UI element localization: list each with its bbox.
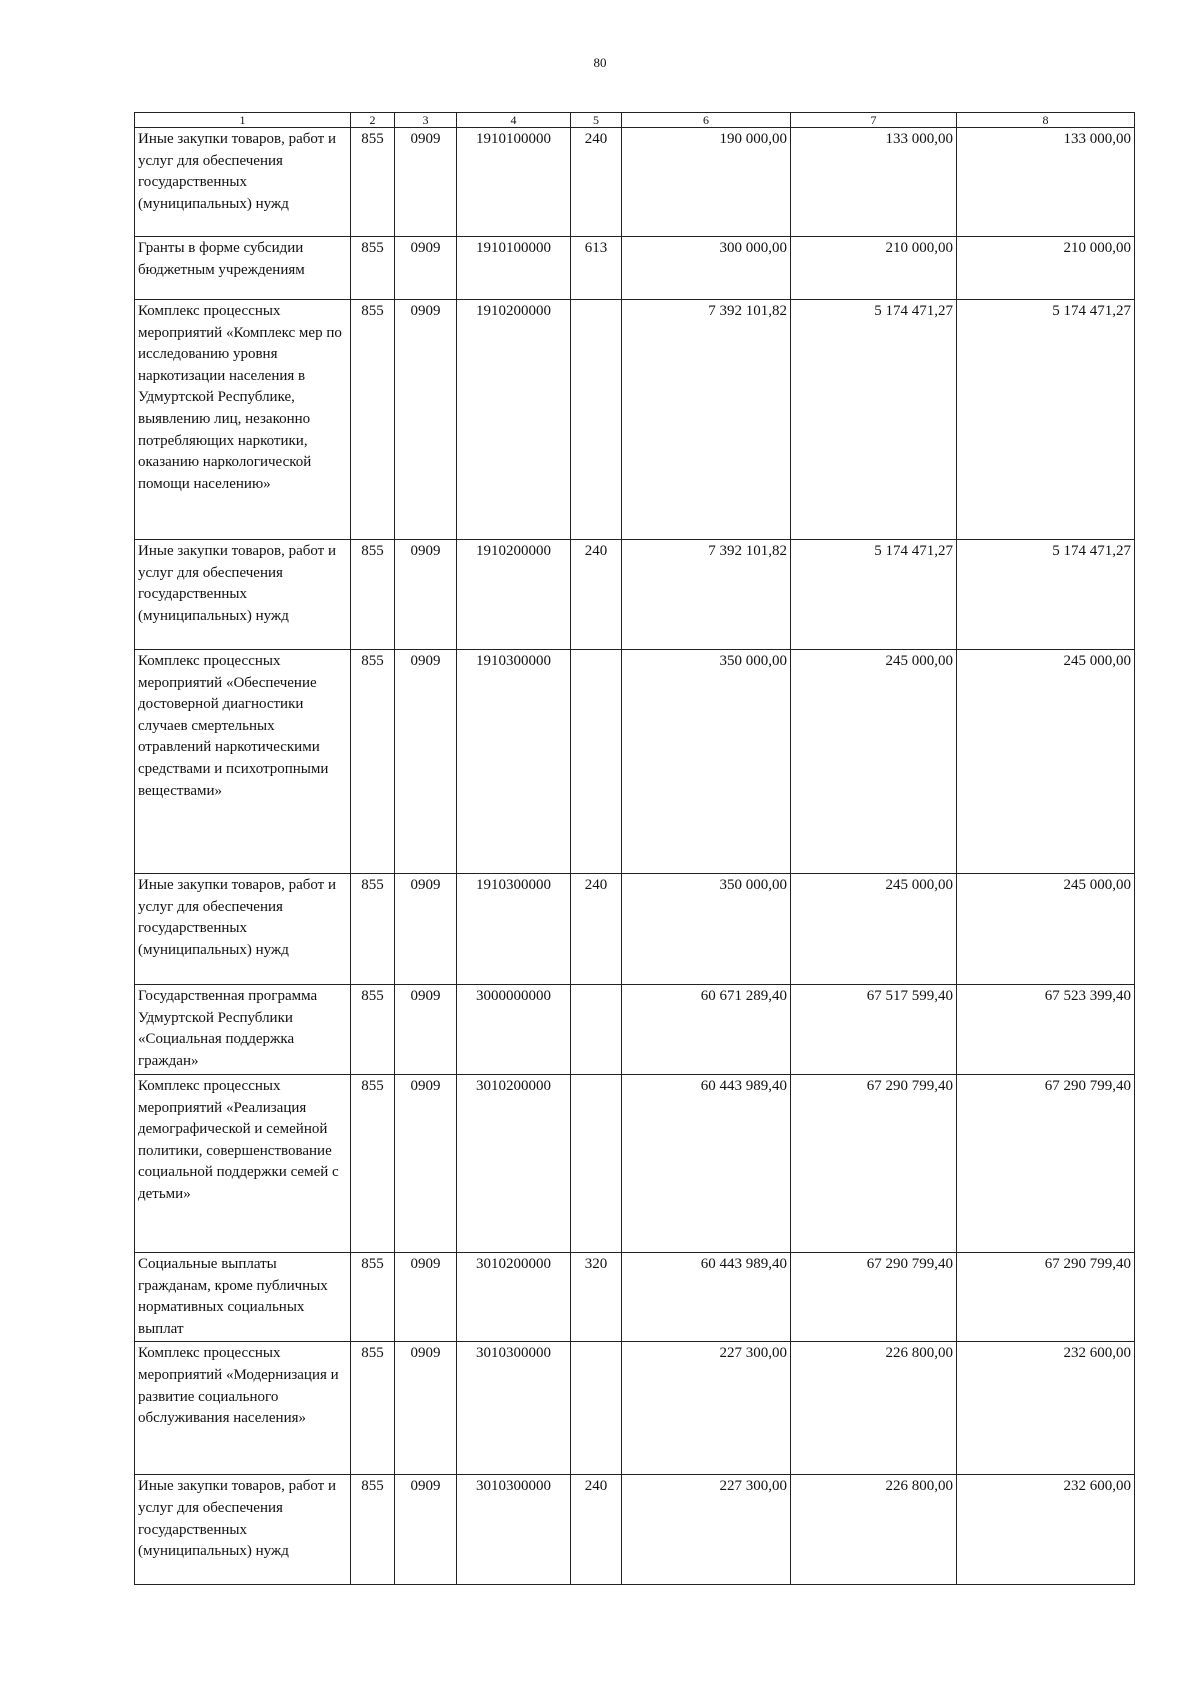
row-ministry-code: 855 [351, 874, 395, 985]
row-ministry-code: 855 [351, 650, 395, 874]
row-amount-2: 5 174 471,27 [791, 300, 957, 540]
row-name: Иные закупки товаров, работ и услуг для обеспечения государственных (муниципальных) нужд [135, 1475, 351, 1585]
row-amount-3: 232 600,00 [957, 1342, 1135, 1475]
page-number: 80 [593, 55, 607, 70]
row-expense-type: 240 [571, 540, 622, 650]
row-expense-type: 240 [571, 128, 622, 237]
row-target-code: 1910300000 [457, 874, 571, 985]
row-section-code: 0909 [395, 1342, 457, 1475]
row-amount-3: 232 600,00 [957, 1475, 1135, 1585]
row-amount-2: 133 000,00 [791, 128, 957, 237]
col-header-2: 2 [351, 113, 395, 128]
col-header-4: 4 [457, 113, 571, 128]
row-name: Гранты в форме субсидии бюджетным учреждениям [135, 237, 351, 300]
row-target-code: 1910100000 [457, 128, 571, 237]
col-header-3: 3 [395, 113, 457, 128]
col-header-8: 8 [957, 113, 1135, 128]
row-amount-3: 245 000,00 [957, 650, 1135, 874]
table-row [135, 128, 1135, 237]
row-amount-1: 7 392 101,82 [622, 540, 791, 650]
row-ministry-code: 855 [351, 237, 395, 300]
row-amount-1: 60 671 289,40 [622, 985, 791, 1075]
row-target-code: 1910100000 [457, 237, 571, 300]
row-target-code: 1910200000 [457, 540, 571, 650]
row-amount-2: 67 290 799,40 [791, 1075, 957, 1253]
table-row [135, 1253, 1135, 1342]
row-expense-type: 240 [571, 874, 622, 985]
row-name: Социальные выплаты гражданам, кроме публичных нормативных социальных выплат [135, 1253, 351, 1342]
row-amount-2: 210 000,00 [791, 237, 957, 300]
row-amount-2: 67 517 599,40 [791, 985, 957, 1075]
row-amount-3: 67 290 799,40 [957, 1253, 1135, 1342]
table-row [135, 985, 1135, 1075]
row-expense-type: 240 [571, 1475, 622, 1585]
row-amount-1: 300 000,00 [622, 237, 791, 300]
row-target-code: 1910300000 [457, 650, 571, 874]
row-name: Иные закупки товаров, работ и услуг для обеспечения государственных (муниципальных) нужд [135, 874, 351, 985]
row-ministry-code: 855 [351, 128, 395, 237]
row-amount-2: 5 174 471,27 [791, 540, 957, 650]
row-amount-3: 67 290 799,40 [957, 1075, 1135, 1253]
row-amount-2: 226 800,00 [791, 1342, 957, 1475]
table-row [135, 1475, 1135, 1585]
row-section-code: 0909 [395, 985, 457, 1075]
table-row [135, 650, 1135, 874]
row-ministry-code: 855 [351, 1253, 395, 1342]
row-expense-type [571, 985, 622, 1075]
table-row [135, 237, 1135, 300]
header-row [135, 113, 1135, 128]
budget-table [134, 112, 1135, 1585]
row-amount-3: 67 523 399,40 [957, 985, 1135, 1075]
col-header-7: 7 [791, 113, 957, 128]
row-amount-1: 350 000,00 [622, 874, 791, 985]
row-amount-2: 245 000,00 [791, 874, 957, 985]
col-header-6: 6 [622, 113, 791, 128]
row-amount-3: 210 000,00 [957, 237, 1135, 300]
row-ministry-code: 855 [351, 1342, 395, 1475]
row-ministry-code: 855 [351, 1475, 395, 1585]
table-row [135, 540, 1135, 650]
row-ministry-code: 855 [351, 1075, 395, 1253]
row-target-code: 1910200000 [457, 300, 571, 540]
row-ministry-code: 855 [351, 540, 395, 650]
table-row [135, 1342, 1135, 1475]
row-section-code: 0909 [395, 237, 457, 300]
col-header-5: 5 [571, 113, 622, 128]
row-name: Комплекс процессных мероприятий «Модернизация и развитие социального обслуживания населения» [135, 1342, 351, 1475]
row-section-code: 0909 [395, 1075, 457, 1253]
row-name: Комплекс процессных мероприятий «Комплекс мер по исследованию уровня наркотизации населения в Удмуртской Республике, выявлению лиц, незаконно потребляющих наркотики, оказанию наркологической помощи населению» [135, 300, 351, 540]
row-ministry-code: 855 [351, 985, 395, 1075]
row-amount-3: 5 174 471,27 [957, 300, 1135, 540]
row-amount-2: 67 290 799,40 [791, 1253, 957, 1342]
row-section-code: 0909 [395, 540, 457, 650]
row-section-code: 0909 [395, 128, 457, 237]
row-expense-type: 320 [571, 1253, 622, 1342]
row-name: Комплекс процессных мероприятий «Реализация демографической и семейной политики, совершенствование социальной поддержки семей с детьми» [135, 1075, 351, 1253]
row-expense-type [571, 1075, 622, 1253]
row-amount-1: 350 000,00 [622, 650, 791, 874]
row-name: Иные закупки товаров, работ и услуг для обеспечения государственных (муниципальных) нужд [135, 128, 351, 237]
row-name: Комплекс процессных мероприятий «Обеспечение достоверной диагностики случаев смертельных отравлений наркотическими средствами и психотропными веществами» [135, 650, 351, 874]
row-amount-1: 190 000,00 [622, 128, 791, 237]
row-section-code: 0909 [395, 874, 457, 985]
row-target-code: 3010200000 [457, 1075, 571, 1253]
row-expense-type: 613 [571, 237, 622, 300]
row-expense-type [571, 300, 622, 540]
row-section-code: 0909 [395, 1475, 457, 1585]
row-amount-3: 245 000,00 [957, 874, 1135, 985]
row-name: Иные закупки товаров, работ и услуг для обеспечения государственных (муниципальных) нужд [135, 540, 351, 650]
row-name: Государственная программа Удмуртской Республики «Социальная поддержка граждан» [135, 985, 351, 1075]
row-section-code: 0909 [395, 650, 457, 874]
row-amount-1: 227 300,00 [622, 1342, 791, 1475]
row-amount-1: 60 443 989,40 [622, 1075, 791, 1253]
table-row [135, 1075, 1135, 1253]
row-amount-3: 5 174 471,27 [957, 540, 1135, 650]
row-target-code: 3010300000 [457, 1475, 571, 1585]
table-row [135, 874, 1135, 985]
row-section-code: 0909 [395, 300, 457, 540]
row-amount-2: 245 000,00 [791, 650, 957, 874]
row-amount-2: 226 800,00 [791, 1475, 957, 1585]
col-header-1: 1 [135, 113, 351, 128]
row-amount-1: 60 443 989,40 [622, 1253, 791, 1342]
row-expense-type [571, 650, 622, 874]
row-section-code: 0909 [395, 1253, 457, 1342]
row-target-code: 3010200000 [457, 1253, 571, 1342]
row-target-code: 3000000000 [457, 985, 571, 1075]
row-target-code: 3010300000 [457, 1342, 571, 1475]
row-expense-type [571, 1342, 622, 1475]
row-amount-1: 227 300,00 [622, 1475, 791, 1585]
row-ministry-code: 855 [351, 300, 395, 540]
row-amount-1: 7 392 101,82 [622, 300, 791, 540]
table-row [135, 300, 1135, 540]
row-amount-3: 133 000,00 [957, 128, 1135, 237]
